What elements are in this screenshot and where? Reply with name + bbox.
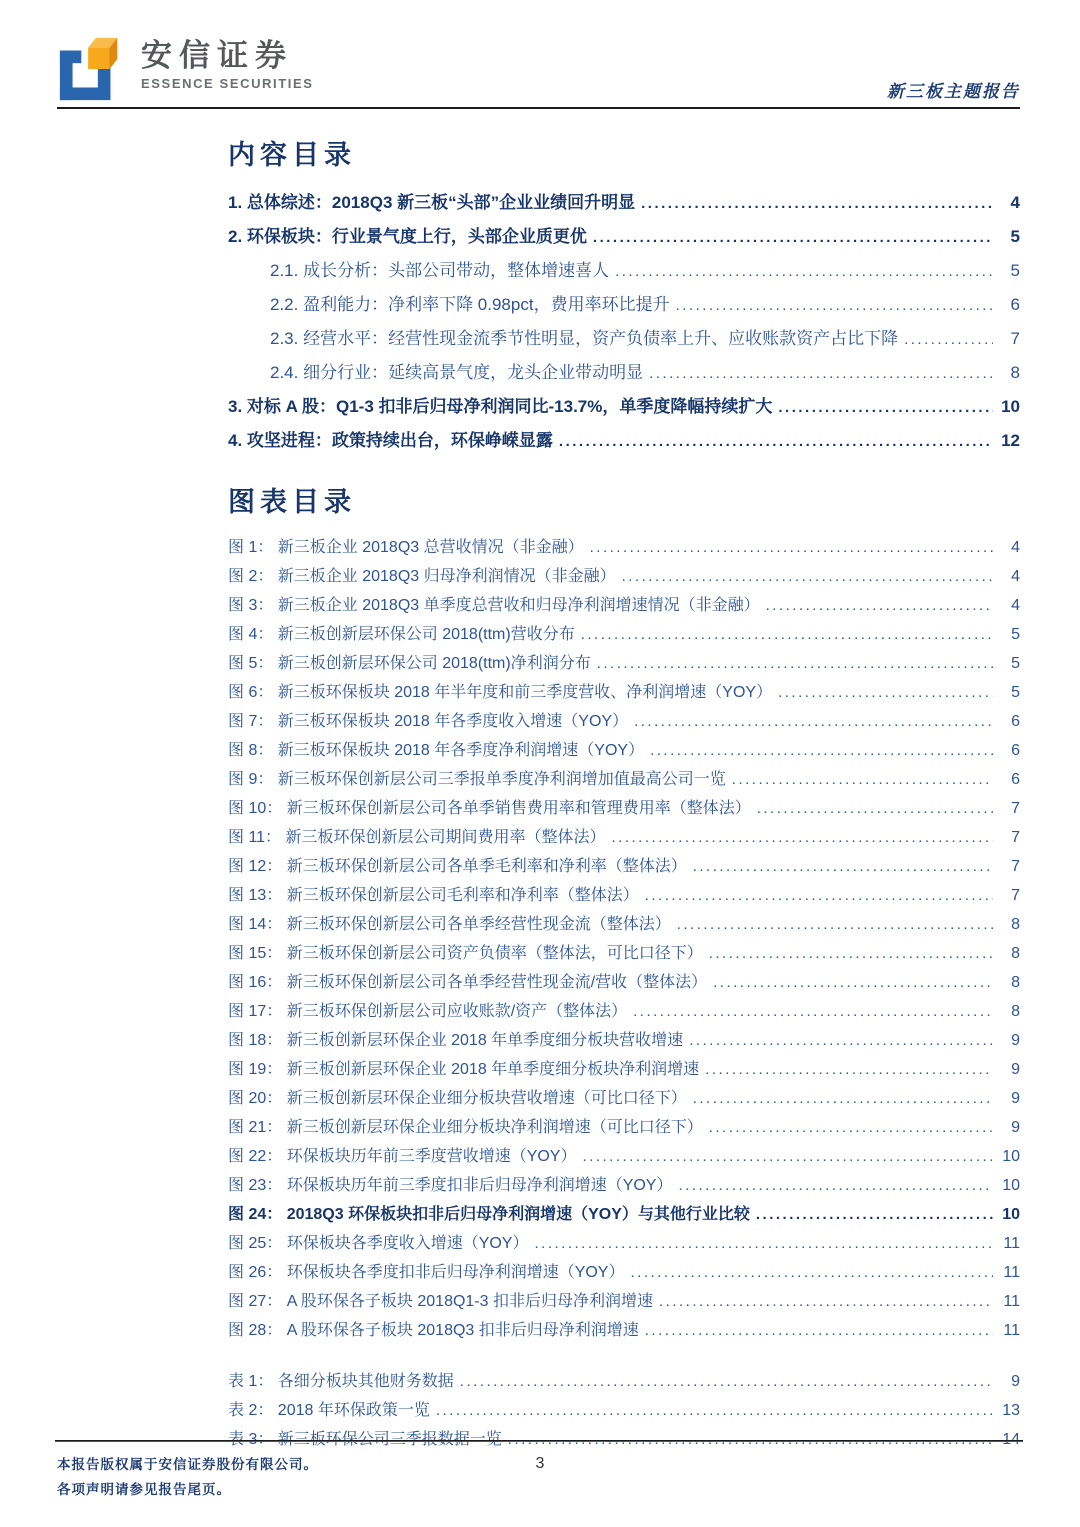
figure-toc-item-page: 6 [1011, 713, 1020, 730]
figure-toc-item[interactable] [228, 533, 1020, 562]
figure-toc-item[interactable] [228, 794, 1020, 823]
logo-name-cn: 安信证券 [141, 38, 293, 73]
figure-toc-item-text: 图 5： 新三板创新层环保公司 2018(ttm)净利润分布 [228, 655, 591, 672]
figure-toc-item-text: 图 10： 新三板环保创新层公司各单季销售费用率和管理费用率（整体法） [228, 800, 751, 817]
toc-item-text: 3. 对标 A 股：Q1-3 扣非后归母净利润同比-13.7%，单季度降幅持续扩大 [228, 397, 773, 416]
figure-toc-item-text: 图 13： 新三板环保创新层公司毛利率和净利率（整体法） [228, 887, 639, 904]
dot-leader [709, 1113, 993, 1142]
figure-toc-item-text: 图 17： 新三板环保创新层公司应收账款/资产（整体法） [228, 1003, 628, 1020]
figure-toc-item-text: 图 7： 新三板环保板块 2018 年各季度收入增速（YOY） [228, 713, 629, 730]
toc-title: 内容目录 [228, 140, 356, 170]
figure-toc-item[interactable] [228, 1055, 1020, 1084]
figure-toc-item-page: 8 [1011, 916, 1020, 933]
footer-divider [55, 1440, 1023, 1442]
figure-toc-item-text: 图 15： 新三板环保创新层公司资产负债率（整体法，可比口径下） [228, 945, 703, 962]
dot-leader [778, 678, 993, 707]
logo-name-en: ESSENCE SECURITIES [141, 76, 314, 91]
figure-toc-item[interactable] [228, 1113, 1020, 1142]
figure-toc-item[interactable] [228, 736, 1020, 765]
dot-leader [649, 356, 993, 390]
figure-toc-item[interactable] [228, 1229, 1020, 1258]
toc-item-page: 8 [1010, 363, 1020, 382]
page-header [57, 34, 1020, 106]
figure-toc-item-page: 5 [1011, 626, 1020, 643]
figure-toc-item-text: 图 28： A 股环保各子板块 2018Q3 扣非后归母净利润增速 [228, 1322, 639, 1339]
toc-item[interactable] [228, 424, 1020, 458]
dot-leader [757, 794, 993, 823]
figure-toc-item[interactable] [228, 1026, 1020, 1055]
dot-leader [622, 562, 993, 591]
dot-leader [593, 220, 993, 254]
dot-leader [676, 288, 993, 322]
figure-toc-item-page: 11 [1003, 1293, 1020, 1310]
figure-toc-item-page: 6 [1011, 771, 1020, 788]
figure-list [228, 533, 1020, 1345]
figure-toc-item-text: 图 23： 环保板块历年前三季度扣非后归母净利润增速（YOY） [228, 1177, 673, 1194]
figure-toc-item[interactable] [228, 910, 1020, 939]
figure-toc-item-page: 9 [1011, 1119, 1020, 1136]
logo-text-block [141, 34, 314, 91]
essence-securities-logo-icon [57, 34, 127, 104]
toc-item-text: 2.4. 细分行业：延续高景气度，龙头企业带动明显 [270, 363, 644, 382]
dot-leader [645, 881, 993, 910]
figure-toc-item-page: 4 [1011, 539, 1020, 556]
toc-item[interactable] [228, 220, 1020, 254]
figure-toc-item-text: 图 19： 新三板创新层环保企业 2018 年单季度细分板块净利润增速 [228, 1061, 700, 1078]
figure-toc-item-page: 7 [1011, 858, 1020, 875]
figure-toc-item[interactable] [228, 765, 1020, 794]
dot-leader [756, 1200, 993, 1229]
figure-toc-item-page: 11 [1003, 1322, 1020, 1339]
figure-toc-item-page: 8 [1011, 1003, 1020, 1020]
figure-toc-item[interactable] [228, 1200, 1020, 1229]
figure-toc-item[interactable] [228, 678, 1020, 707]
toc-item[interactable] [228, 390, 1020, 424]
toc-item-page: 7 [1010, 329, 1020, 348]
toc-item[interactable] [228, 322, 1020, 356]
dot-leader [778, 390, 993, 424]
figure-toc-title: 图表目录 [228, 487, 356, 517]
dot-leader [713, 968, 993, 997]
figure-toc-item-page: 7 [1011, 800, 1020, 817]
figure-toc-item-page: 4 [1011, 597, 1020, 614]
figure-toc-item-page: 7 [1011, 887, 1020, 904]
figure-toc-item-page: 7 [1011, 829, 1020, 846]
dot-leader [641, 186, 993, 220]
figure-toc-item-page: 6 [1011, 742, 1020, 759]
dot-leader [650, 736, 993, 765]
figure-toc-item-page: 9 [1011, 1061, 1020, 1078]
dot-leader [597, 649, 993, 678]
company-logo [57, 34, 1020, 104]
dot-leader [436, 1396, 993, 1425]
figure-toc-item-page: 11 [1003, 1264, 1020, 1281]
dot-leader [677, 910, 993, 939]
figure-toc-item[interactable] [228, 939, 1020, 968]
toc-item-text: 2.2. 盈利能力：净利率下降 0.98pct，费用率环比提升 [270, 295, 670, 314]
figure-toc-item-text: 图 16： 新三板环保创新层公司各单季经营性现金流/营收（整体法） [228, 974, 708, 991]
figure-toc-item[interactable] [228, 1316, 1020, 1345]
toc-item-page: 5 [1010, 261, 1020, 280]
toc-item[interactable] [228, 356, 1020, 390]
dot-leader [645, 1316, 993, 1345]
figure-toc-item[interactable] [228, 852, 1020, 881]
figure-toc-item[interactable] [228, 1084, 1020, 1113]
dot-leader [693, 1084, 993, 1113]
dot-leader [633, 997, 993, 1026]
figure-toc-item-page: 5 [1011, 684, 1020, 701]
toc-list [228, 186, 1020, 458]
table-toc-item[interactable] [228, 1396, 1020, 1425]
figure-toc-item[interactable] [228, 707, 1020, 736]
figure-toc-item[interactable] [228, 823, 1020, 852]
toc-item[interactable] [228, 254, 1020, 288]
figure-toc-item[interactable] [228, 881, 1020, 910]
figure-toc-item-page: 8 [1011, 974, 1020, 991]
figure-toc-item[interactable] [228, 649, 1020, 678]
dot-leader [634, 707, 993, 736]
figure-toc-item-text: 图 1： 新三板企业 2018Q3 总营收情况（非金融） [228, 539, 584, 556]
figure-toc-item[interactable] [228, 997, 1020, 1026]
dot-leader [709, 939, 993, 968]
figure-toc-item-text: 图 24： 2018Q3 环保板块扣非后归母净利润增速（YOY）与其他行业比较 [228, 1206, 750, 1223]
figure-toc-item-text: 图 25： 环保板块各季度收入增速（YOY） [228, 1235, 529, 1252]
toc-item-page: 10 [1001, 397, 1020, 416]
dot-leader [689, 1026, 993, 1055]
dot-leader [612, 823, 993, 852]
figure-toc-item[interactable] [228, 1258, 1020, 1287]
figure-toc-item[interactable] [228, 968, 1020, 997]
figure-toc-item-text: 图 18： 新三板创新层环保企业 2018 年单季度细分板块营收增速 [228, 1032, 684, 1049]
footer-copyright-line2: 各项声明请参见报告尾页。 [57, 1482, 231, 1497]
figure-toc-item-page: 11 [1003, 1235, 1020, 1252]
toc-item-page: 6 [1010, 295, 1020, 314]
figure-toc-item-page: 8 [1011, 945, 1020, 962]
figure-toc-item-page: 5 [1011, 655, 1020, 672]
dot-leader [582, 1142, 993, 1171]
toc-item[interactable] [228, 288, 1020, 322]
figure-toc-item-page: 4 [1011, 568, 1020, 585]
report-type-label: 新三板主题报告 [887, 82, 1020, 101]
dot-leader [534, 1229, 993, 1258]
figure-toc-item-text: 图 9： 新三板环保创新层公司三季报单季度净利润增加值最高公司一览 [228, 771, 726, 788]
dot-leader [705, 1055, 993, 1084]
figure-toc-item-page: 10 [1002, 1148, 1020, 1165]
dot-leader [904, 322, 993, 356]
figure-toc-item[interactable] [228, 1171, 1020, 1200]
figure-toc-item-text: 图 8： 新三板环保板块 2018 年各季度净利润增速（YOY） [228, 742, 645, 759]
figure-toc-item[interactable] [228, 1142, 1020, 1171]
dot-leader [693, 852, 993, 881]
dot-leader [559, 424, 993, 458]
toc-item-text: 2.1. 成长分析：头部公司带动，整体增速喜人 [270, 261, 610, 280]
figure-toc-item-text: 图 2： 新三板企业 2018Q3 归母净利润情况（非金融） [228, 568, 616, 585]
table-toc-item-page: 9 [1011, 1373, 1020, 1390]
toc-item-page: 12 [1001, 431, 1020, 450]
figure-toc-item-text: 图 6： 新三板环保板块 2018 年半年度和前三季度营收、净利润增速（YOY） [228, 684, 773, 701]
figure-toc-item[interactable] [228, 562, 1020, 591]
toc-item-text: 2. 环保板块：行业景气度上行，头部企业质更优 [228, 227, 587, 246]
figure-toc-item-text: 图 12： 新三板环保创新层公司各单季毛利率和净利率（整体法） [228, 858, 687, 875]
dot-leader [732, 765, 993, 794]
dot-leader [766, 591, 993, 620]
table-toc-item-text: 表 2： 2018 年环保政策一览 [228, 1402, 430, 1419]
table-of-contents [228, 133, 1020, 1454]
figure-toc-item[interactable] [228, 1287, 1020, 1316]
toc-item-text: 2.3. 经营水平：经营性现金流季节性明显，资产负债率上升、应收账款资产占比下降 [270, 329, 899, 348]
dot-leader [460, 1367, 993, 1396]
figure-toc-item-page: 10 [1002, 1206, 1020, 1223]
figure-toc-item-page: 10 [1002, 1177, 1020, 1194]
figure-toc-item-page: 9 [1011, 1032, 1020, 1049]
figure-toc-item[interactable] [228, 591, 1020, 620]
toc-item-text: 4. 攻坚进程：政策持续出台，环保峥嵘显露 [228, 431, 553, 450]
table-toc-item-text: 表 1： 各细分板块其他财务数据 [228, 1373, 454, 1390]
table-toc-item-page: 13 [1002, 1402, 1020, 1419]
figure-toc-item[interactable] [228, 620, 1020, 649]
figure-toc-item-text: 图 14： 新三板环保创新层公司各单季经营性现金流（整体法） [228, 916, 671, 933]
toc-item[interactable] [228, 186, 1020, 220]
figure-toc-item-text: 图 26： 环保板块各季度扣非后归母净利润增速（YOY） [228, 1264, 625, 1281]
figure-toc-item-text: 图 21： 新三板创新层环保企业细分板块净利润增速（可比口径下） [228, 1119, 703, 1136]
dot-leader [615, 254, 993, 288]
page-number: 3 [535, 1455, 545, 1472]
footer-copyright-line1: 本报告版权属于安信证券股份有限公司。 [57, 1457, 318, 1472]
figure-toc-item-text: 图 27： A 股环保各子板块 2018Q1-3 扣非后归母净利润增速 [228, 1293, 653, 1310]
header-divider [57, 107, 1020, 109]
toc-item-page: 4 [1010, 193, 1020, 212]
figure-toc-item-text: 图 3： 新三板企业 2018Q3 单季度总营收和归母净利润增速情况（非金融） [228, 597, 760, 614]
figure-toc-item-text: 图 20： 新三板创新层环保企业细分板块营收增速（可比口径下） [228, 1090, 687, 1107]
dot-leader [630, 1258, 993, 1287]
toc-item-page: 5 [1010, 227, 1020, 246]
dot-leader [590, 533, 993, 562]
table-toc-item[interactable] [228, 1367, 1020, 1396]
figure-toc-item-text: 图 11： 新三板环保创新层公司期间费用率（整体法） [228, 829, 606, 846]
dot-leader [659, 1287, 993, 1316]
figure-toc-item-text: 图 4： 新三板创新层环保公司 2018(ttm)营收分布 [228, 626, 575, 643]
toc-item-text: 1. 总体综述：2018Q3 新三板“头部”企业业绩回升明显 [228, 193, 636, 212]
dot-leader [678, 1171, 993, 1200]
figure-toc-item-page: 9 [1011, 1090, 1020, 1107]
dot-leader [581, 620, 993, 649]
figure-toc-item-text: 图 22： 环保板块历年前三季度营收增速（YOY） [228, 1148, 577, 1165]
